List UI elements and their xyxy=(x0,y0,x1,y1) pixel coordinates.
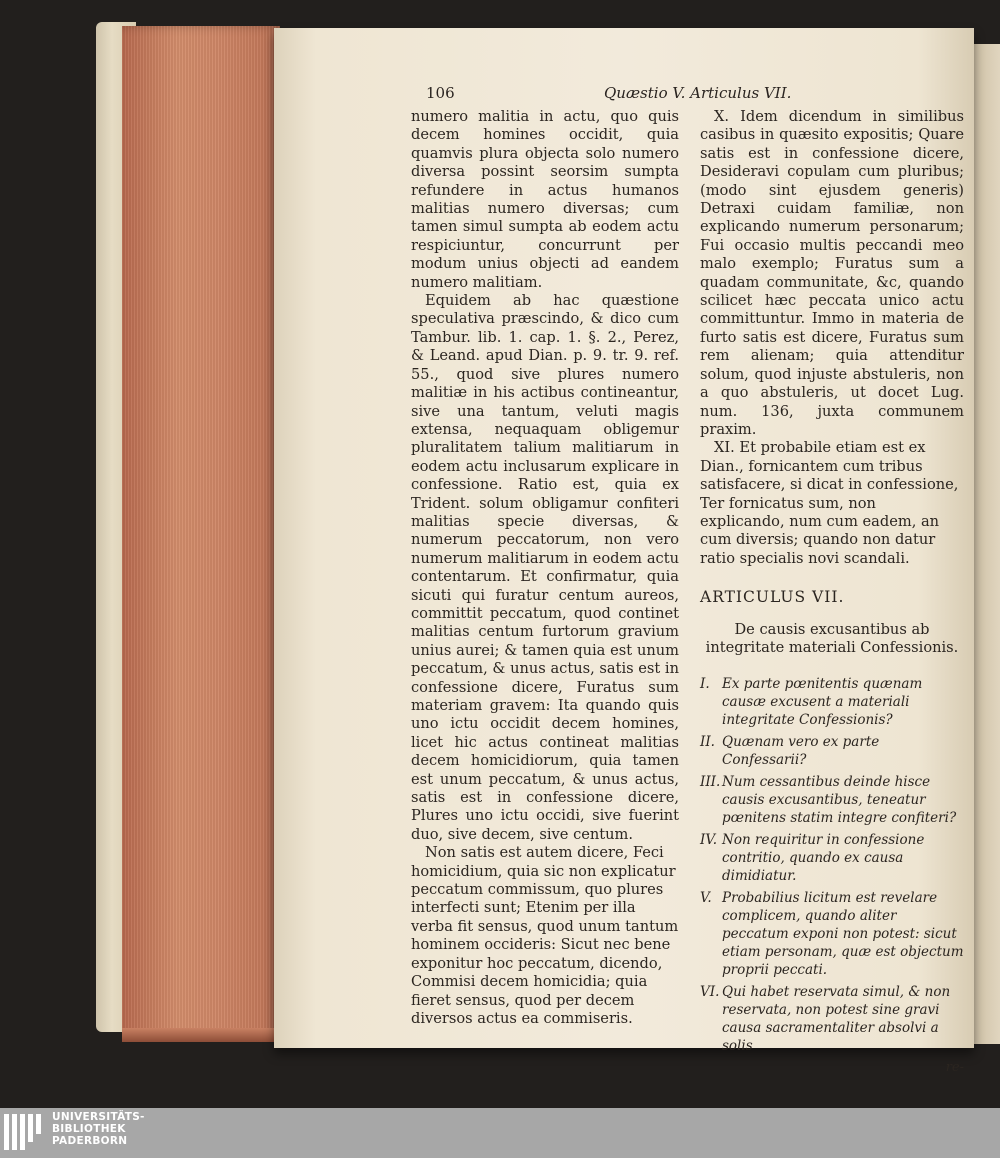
summary-item-number: V. xyxy=(700,890,712,907)
paragraph: Non satis est autem dicere, Feci homicidium, quia sic non explicatur peccatum commissum, quo plures interfecti sunt; Etenim per illa verba fit sensus, quod unum tantum hominem occideris: Sicut nec bene exponitur hoc peccatum, dicendo, Commisi decem homicidia; quia fieret sensus, quod per decem diversos actus ea commiseris. xyxy=(411,844,679,1027)
summary-item xyxy=(700,773,964,827)
page-edges-red xyxy=(122,26,280,1042)
left-column xyxy=(411,108,679,1028)
facing-page-edge xyxy=(972,44,1000,1044)
paragraph: Equidem ab hac quæstione speculativa præscindo, & dico cum Tambur. lib. 1. cap. 1. §. 2., Perez, & Leand. apud Dian. p. 9. tr. 9. ref. 55., quod sive plures numero malitiæ in his actibus contineantur, sive una tantum, veluti magis extensa, nequaquam obligemur pluralitatem talium malitiarum in eodem actu inclusarum explicare in confessione. Ratio est, quia ex Trident. solum obligamur confiteri malitias specie diversas, & numerum peccatorum, non vero numerum malitiarum in eodem actu contentarum. Et confirmatur, quia sicuti qui furatur centum aureos, committit peccatum, quod continet malitias centum furtorum gravium unius aurei; & tamen quia est unum peccatum, & unus actus, satis est in confessione dicere, Furatus sum materiam gravem: Ita quando quis uno ictu occidit decem homines, licet hic actus contineat malitias decem homicidiorum, quia tamen est unum peccatum, & unus actus, satis est in confessione dicere, Plures uno ictu occidi, sive fuerint duo, sive decem, sive centum. xyxy=(411,292,679,843)
summary-item xyxy=(700,889,964,979)
summary-item-number: III. xyxy=(700,774,721,791)
library-logo-icon xyxy=(4,1114,44,1150)
summary-item-text: Ex parte pœnitentis quænam causæ excusent a materiali integritate Confessionis? xyxy=(722,676,923,729)
summary-item-number: II. xyxy=(700,734,715,751)
summary-item xyxy=(700,983,964,1055)
library-name-line: PADERBORN xyxy=(52,1135,128,1147)
article-summary-list xyxy=(700,675,964,1055)
summary-item-text: Quænam vero ex parte Confessarii? xyxy=(722,734,880,769)
summary-item-number: VI. xyxy=(700,984,720,1001)
summary-item-text: Num cessantibus deinde hisce causis excusantibus, teneatur pœnitens statim integre confiteri? xyxy=(722,774,957,827)
paragraph: XI. Et probabile etiam est ex Dian., fornicantem cum tribus satisfacere, si dicat in confessione, Ter fornicatus sum, non explicando, num cum eadem, an cum diversis; quando non datur ratio specialis novi scandali. xyxy=(700,439,959,567)
library-name-line: UNIVERSITÄTS- xyxy=(52,1111,145,1123)
paragraph: numero malitia in actu, quo quis decem homines occidit, quia quamvis plura objecta solo numero diversa possint seorsim sumpta refundere in actus humanos malitias numero diversas; cum tamen simul sumpta ab eodem actu respiciuntur, concurrunt per modum unius objecti ad eandem numero malitiam. xyxy=(411,108,679,291)
summary-item xyxy=(700,675,964,729)
running-title: Quæstio V. Articulus VII. xyxy=(604,84,792,102)
summary-item-number: I. xyxy=(700,676,710,693)
summary-item xyxy=(700,831,964,885)
summary-item-text: Probabilius licitum est revelare complicem, quando aliter peccatum exponi non potest: sicut etiam personam, quæ est objectum proprii peccati. xyxy=(722,890,964,979)
article-subtitle: De causis excusantibus ab integritate materiali Confessionis. xyxy=(705,620,959,656)
library-name-line: BIBLIOTHEK xyxy=(52,1123,126,1135)
article-title: ARTICULUS VII. xyxy=(700,588,845,607)
paragraph: X. Idem dicendum in similibus casibus in quæsito expositis; Quare satis est in confessione dicere, Desideravi copulam cum pluribus; (modo sint ejusdem generis) Detraxi cuidam familiæ, non explicando numerum personarum; Fui occasio multis peccandi meo malo exemplo; Furatus sum a quadam communitate, &c, quando scilicet hæc peccata unico actu committuntur. Immo in materia de furto satis est dicere, Furatus sum rem alienam; quia attenditur solum, quod injuste abstuleris, non a quo abstuleris, ut docet Lug. num. 136, juxta communem praxim. xyxy=(700,108,964,438)
summary-item-text: Non requiritur in confessione contritio, quando ex causa dimidiatur. xyxy=(722,832,925,885)
page-number: 106 xyxy=(426,84,455,102)
library-name xyxy=(52,1111,145,1147)
library-footer xyxy=(0,1108,1000,1158)
summary-item-number: IV. xyxy=(700,832,718,849)
catchword: re- xyxy=(945,1060,964,1076)
right-column xyxy=(700,108,964,1078)
summary-item xyxy=(700,733,964,769)
summary-item-text: Qui habet reservata simul, & non reservata, non potest sine gravi causa sacramentaliter absolvi a solis xyxy=(722,984,951,1055)
